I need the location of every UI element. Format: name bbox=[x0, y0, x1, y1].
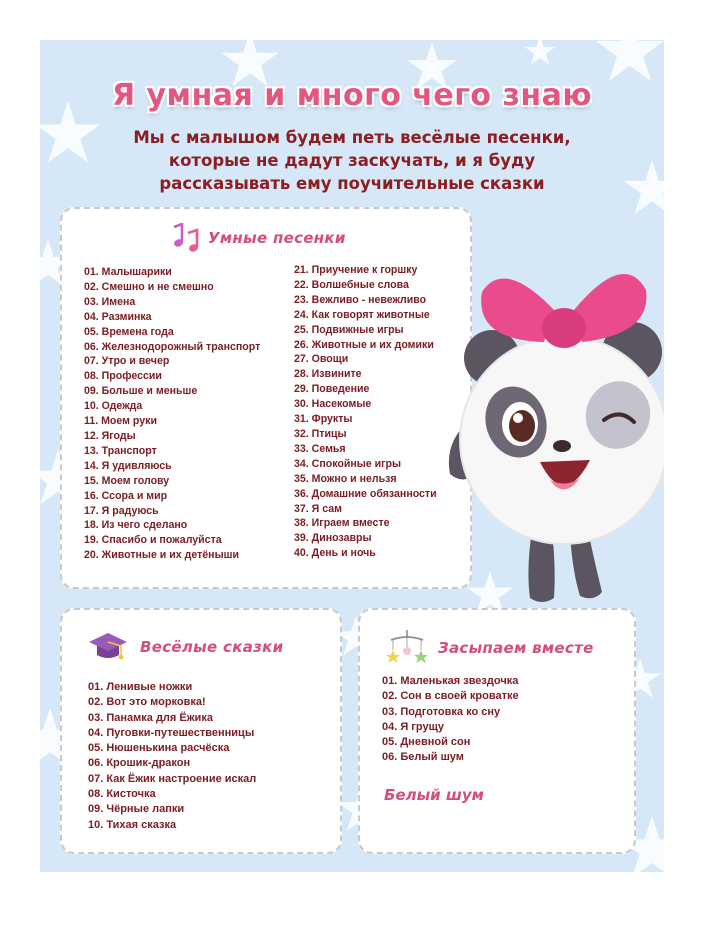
tales-card bbox=[60, 608, 342, 854]
list-item: 15. Моем голову bbox=[84, 474, 170, 487]
sleep-card-title: Засыпаем вместе bbox=[438, 639, 594, 657]
list-item: 18. Из чего сделано bbox=[84, 519, 188, 532]
sleep-list bbox=[382, 674, 519, 766]
list-item: 02. Сон в своей кроватке bbox=[382, 690, 519, 703]
list-item: 33. Семья bbox=[294, 442, 346, 455]
list-item: 13. Транспорт bbox=[84, 444, 157, 457]
list-item: 05. Нюшенькина расчёска bbox=[88, 742, 230, 755]
list-item: 01. Малышарики bbox=[84, 266, 172, 278]
list-item: 04. Разминка bbox=[84, 310, 152, 323]
list-item: 39. Динозавры bbox=[294, 532, 372, 545]
music-notes-icon bbox=[166, 223, 200, 253]
list-item: 17. Я радуюсь bbox=[84, 504, 159, 517]
subtitle-line: которые не дадут заскучать, и я буду bbox=[168, 151, 536, 170]
page-title: Я умная и много чего знаю bbox=[111, 78, 593, 113]
list-item: 02. Смешно и не смешно bbox=[84, 280, 214, 293]
list-item: 23. Вежливо - невежливо bbox=[294, 293, 427, 306]
list-item: 24. Как говорят животные bbox=[294, 308, 430, 321]
list-item: 19. Спасибо и пожалуйста bbox=[84, 534, 222, 547]
list-item: 03. Подготовка ко сну bbox=[382, 705, 501, 718]
baby-mobile-icon bbox=[386, 628, 428, 668]
list-item: 06. Железнодорожный транспорт bbox=[84, 340, 261, 353]
list-item: 01. Ленивые ножки bbox=[88, 681, 193, 693]
list-item: 35. Можно и нельзя bbox=[294, 472, 397, 485]
graduation-cap-icon bbox=[88, 630, 128, 664]
page-subtitle bbox=[80, 126, 624, 195]
tales-card-title: Весёлые сказки bbox=[140, 638, 284, 656]
list-item: 09. Больше и меньше bbox=[84, 385, 198, 398]
list-item: 25. Подвижные игры bbox=[294, 323, 404, 336]
list-item: 03. Имена bbox=[84, 295, 136, 308]
list-item: 09. Чёрные лапки bbox=[88, 803, 185, 816]
list-item: 03. Панамка для Ёжика bbox=[88, 711, 213, 724]
content-sheet bbox=[40, 40, 664, 872]
list-item: 06. Белый шум bbox=[382, 751, 464, 764]
list-item: 22. Волшебные слова bbox=[294, 278, 409, 291]
songs-card-header bbox=[166, 223, 346, 253]
list-item: 37. Я сам bbox=[294, 502, 342, 515]
songs-card-title: Умные песенки bbox=[208, 229, 346, 247]
list-item: 21. Приучение к горшку bbox=[294, 264, 418, 276]
white-noise-label: Белый шум bbox=[384, 786, 484, 804]
list-item: 30. Насекомые bbox=[294, 398, 372, 411]
list-item: 16. Ссора и мир bbox=[84, 489, 168, 502]
songs-list-column-1 bbox=[84, 265, 260, 563]
list-item: 07. Как Ёжик настроение искал bbox=[88, 772, 257, 785]
list-item: 31. Фрукты bbox=[294, 413, 353, 426]
tales-card-header bbox=[88, 630, 283, 664]
list-item: 28. Извините bbox=[294, 368, 362, 381]
list-item: 02. Вот это морковка! bbox=[88, 696, 206, 709]
list-item: 12. Ягоды bbox=[84, 429, 136, 442]
list-item: 26. Животные и их домики bbox=[294, 338, 434, 351]
panda-character-icon bbox=[434, 210, 664, 610]
songs-list-column-2 bbox=[294, 263, 437, 561]
list-item: 06. Крошик-дракон bbox=[88, 757, 191, 770]
sleep-card-header bbox=[386, 628, 594, 668]
songs-card bbox=[60, 207, 472, 589]
list-item: 27. Овощи bbox=[294, 353, 349, 366]
list-item: 20. Животные и их детёныши bbox=[84, 549, 239, 562]
list-item: 34. Спокойные игры bbox=[294, 457, 402, 470]
list-item: 14. Я удивляюсь bbox=[84, 459, 172, 472]
list-item: 10. Тихая сказка bbox=[88, 818, 177, 831]
list-item: 36. Домашние обязанности bbox=[294, 487, 437, 500]
subtitle-line: рассказывать ему поучительные сказки bbox=[159, 174, 545, 193]
list-item: 08. Кисточка bbox=[88, 788, 156, 801]
list-item: 01. Маленькая звездочка bbox=[382, 675, 519, 687]
list-item: 05. Дневной сон bbox=[382, 736, 471, 749]
list-item: 38. Играем вместе bbox=[294, 517, 390, 530]
list-item: 04. Пуговки-путешественницы bbox=[88, 726, 255, 739]
list-item: 10. Одежда bbox=[84, 400, 143, 413]
subtitle-line: Мы с малышом будем петь весёлые песенки, bbox=[133, 128, 571, 147]
sleep-card bbox=[358, 608, 636, 854]
list-item: 04. Я грущу bbox=[382, 720, 444, 733]
list-item: 05. Времена года bbox=[84, 325, 174, 338]
list-item: 29. Поведение bbox=[294, 383, 370, 396]
list-item: 08. Профессии bbox=[84, 370, 162, 383]
list-item: 32. Птицы bbox=[294, 427, 347, 440]
tales-list bbox=[88, 680, 256, 833]
list-item: 40. День и ночь bbox=[294, 547, 376, 560]
list-item: 11. Моем руки bbox=[84, 415, 157, 428]
list-item: 07. Утро и вечер bbox=[84, 355, 170, 368]
